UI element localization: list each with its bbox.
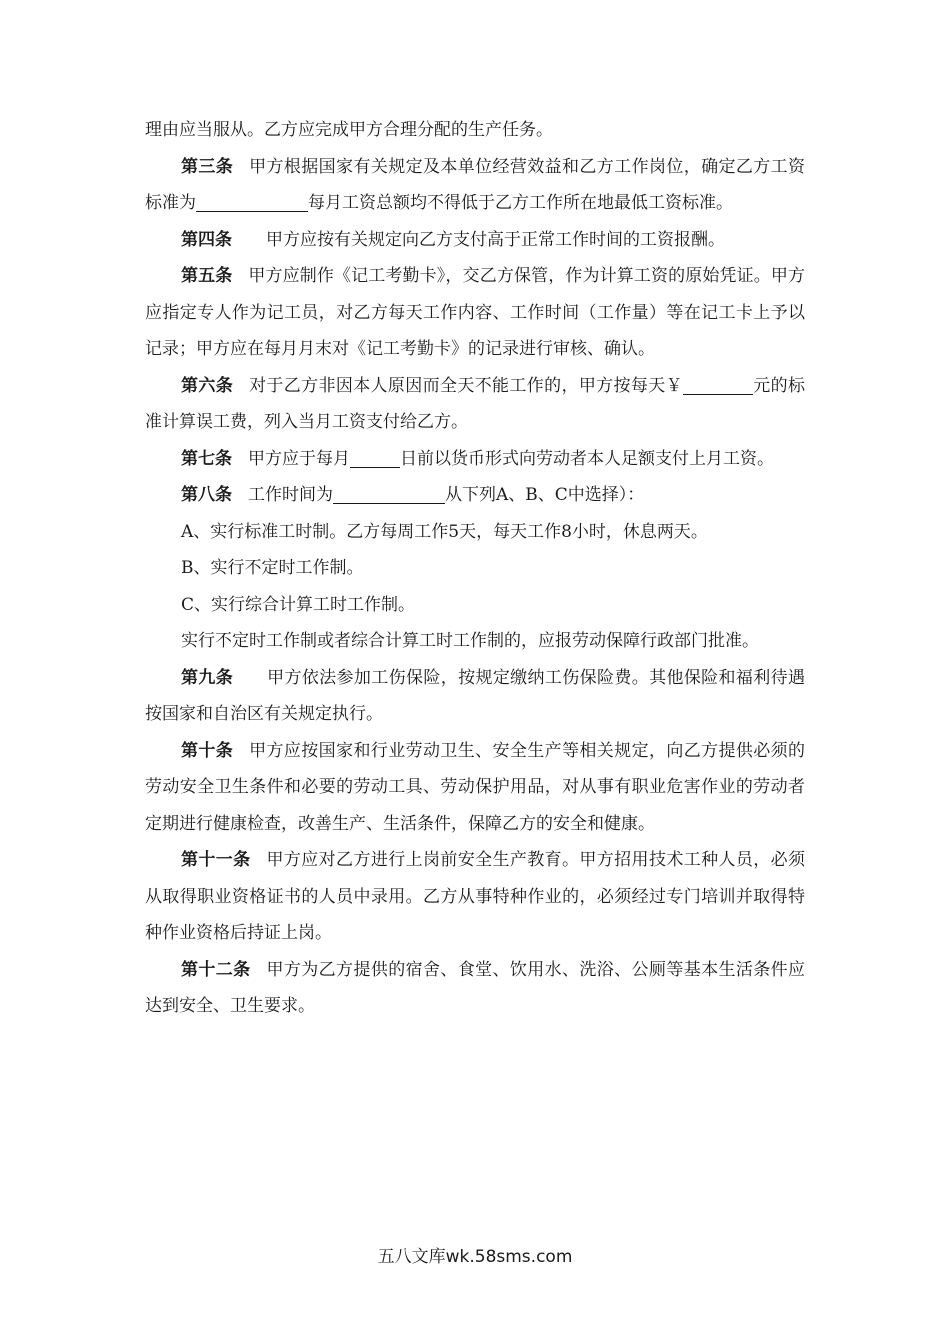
- article-10: [145, 733, 805, 843]
- article-text: 甲方为乙方提供的宿舍、食堂、饮用水、洗浴、公厕等基本生活条件应达到安全、卫生要求。: [145, 959, 806, 1016]
- article-label: 第四条: [181, 229, 232, 250]
- option-b: [145, 550, 805, 587]
- article-6: [145, 368, 805, 441]
- article-8: [145, 477, 805, 514]
- article-text: 甲方应按国家和行业劳动卫生、安全生产等相关规定，向乙方提供必须的劳动安全卫生条件和必要的劳动工具、劳动保护用品，对从事有职业危害作业的劳动者定期进行健康检查，改善生产、生活条件，保障乙方的安全和健康。: [145, 740, 806, 834]
- article-text: 工作时间为: [248, 485, 333, 505]
- article-label: 第五条: [181, 266, 233, 286]
- article-label: 第八条: [181, 485, 232, 505]
- article-text: 从下列A、B、C中选择）：: [445, 485, 645, 505]
- pay-day-blank[interactable]: [350, 445, 400, 468]
- article-text: 元的标准计算误工费，列入当月工资支付给乙方。: [145, 375, 806, 432]
- article-9: [145, 660, 805, 733]
- article-3: [145, 149, 805, 222]
- option-text: B、实行不定时工作制。: [181, 558, 364, 578]
- article-text: 对于乙方非因本人原因而全天不能工作的，甲方按每天￥: [249, 375, 683, 396]
- daily-compensation-blank[interactable]: [683, 372, 753, 395]
- article-label: 第十二条: [181, 959, 251, 980]
- article-5: [145, 258, 805, 368]
- option-text: A、实行标准工时制。乙方每周工作5天，每天工作8小时，休息两天。: [181, 521, 708, 542]
- wage-standard-blank[interactable]: [196, 189, 308, 212]
- article-text: 甲方应对乙方进行上岗前安全生产教育。甲方招用技术工种人员，必须从取得职业资格证书的人员中录用。乙方从事特种作业的，必须经过专门培训并取得特种作业资格后持证上岗。: [145, 850, 806, 943]
- article-text: 甲方应按有关规定向乙方支付高于正常工作时间的工资报酬。: [266, 229, 725, 250]
- option-c: [145, 587, 805, 624]
- footer-watermark: 五八文库wk.58sms.com: [377, 1247, 573, 1267]
- article-7: [145, 441, 805, 478]
- article-text: 甲方应制作《记工考勤卡》，交乙方保管，作为计算工资的原始凭证。甲方应指定专人作为记工员，对乙方每天工作内容、工作时间（工作量）等在记工卡上予以记录；甲方应在每月月末对《记工考勤卡》的记录进行审核、确认。: [145, 266, 806, 359]
- article-label: 第九条: [181, 667, 234, 688]
- option-a: [145, 514, 805, 551]
- note-text: 实行不定时工作制或者综合计算工时工作制的，应报劳动保障行政部门批准。: [181, 631, 759, 651]
- paragraph-text: 理由应当服从。乙方应完成甲方合理分配的生产任务。: [145, 120, 553, 140]
- article-label: 第十条: [181, 740, 234, 761]
- article-text: 甲方根据国家有关规定及本单位经营效益和乙方工作岗位，确定乙方工资标准为: [145, 156, 806, 213]
- article-text: 甲方依法参加工伤保险，按规定缴纳工伤保险费。其他保险和福利待遇按国家和自治区有关规定执行。: [145, 667, 806, 724]
- article-text: 日前以货币形式向劳动者本人足额支付上月工资。: [400, 448, 774, 469]
- article-8-note: [145, 623, 805, 660]
- option-text: C、实行综合计算工时工作制。: [181, 594, 416, 615]
- article-label: 第六条: [181, 375, 234, 396]
- working-hours-blank[interactable]: [333, 481, 445, 504]
- article-text: 甲方应于每月: [248, 448, 350, 469]
- article-4: [145, 222, 805, 259]
- article-label: 第七条: [181, 448, 232, 469]
- article-11: [145, 842, 805, 952]
- article-label: 第十一条: [181, 850, 251, 870]
- article-text: 每月工资总额均不得低于乙方工作所在地最低工资标准。: [308, 193, 733, 213]
- article-12: [145, 952, 805, 1025]
- article-label: 第三条: [181, 156, 234, 177]
- paragraph-continuation: [145, 112, 805, 149]
- document-body: [145, 112, 805, 1025]
